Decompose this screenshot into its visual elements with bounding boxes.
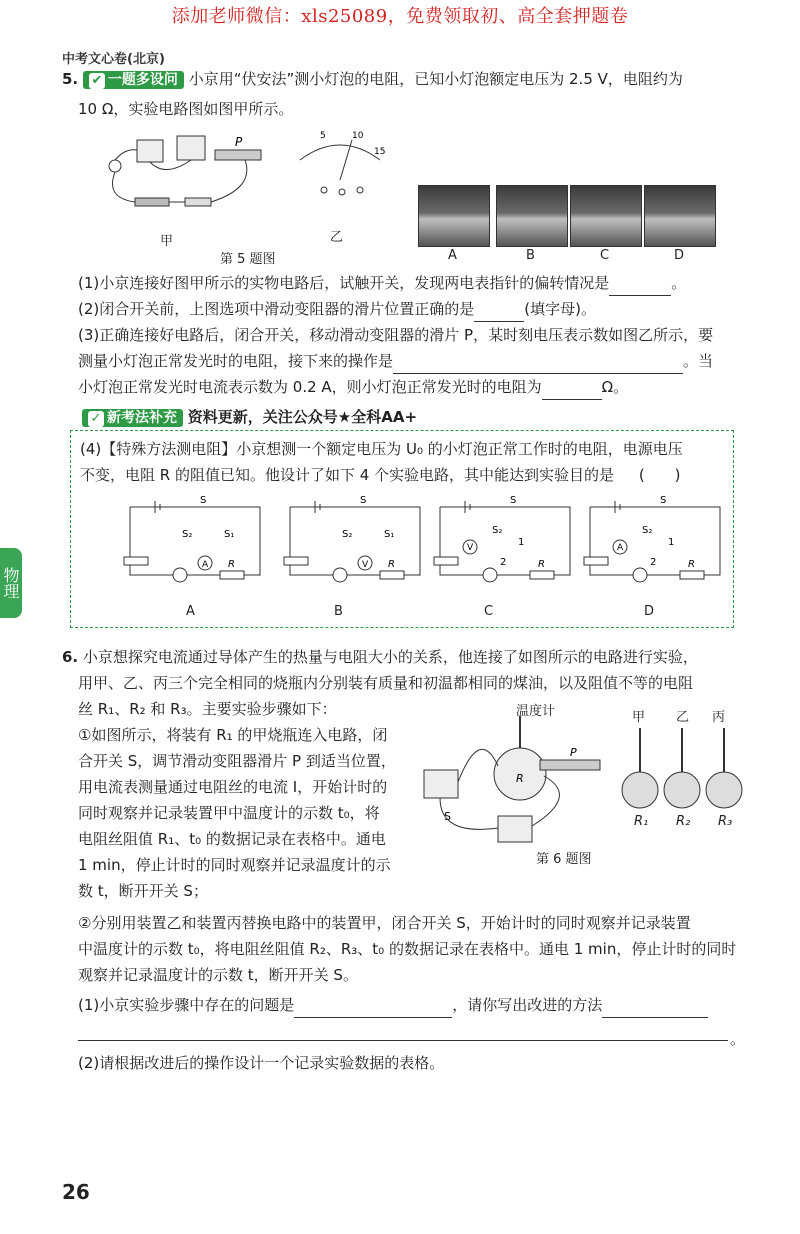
svg-text:S: S — [660, 495, 667, 506]
dial-tick: 10 — [352, 131, 364, 141]
q5-part3b-text: 测量小灯泡正常发光时的电阻，接下来的操作是 — [78, 352, 394, 370]
q5-part3c — [78, 374, 628, 400]
supp-header — [82, 404, 417, 431]
q6-part1-end: 。 — [730, 1030, 746, 1048]
thermometer-label: 温度计 — [516, 704, 556, 719]
photo-option-b — [496, 185, 568, 247]
q5-part2 — [78, 296, 596, 322]
q6-part1 — [78, 992, 708, 1018]
q5-part2-end: (填字母)。 — [524, 300, 596, 318]
q5-part4b — [80, 462, 681, 488]
q6-part2: (2)请根据改进后的操作设计一个记录实验数据的表格。 — [78, 1054, 445, 1072]
bulb-device — [109, 160, 121, 172]
svg-text:S: S — [360, 495, 367, 506]
answer-paren[interactable]: ( ) — [638, 466, 681, 484]
terminal — [339, 189, 345, 195]
q6-stem-1: 小京想探究电流通过导体产生的热量与电阻大小的关系，他连接了如图所示的电路进行实验， — [82, 648, 698, 666]
ammeter-device — [424, 770, 458, 798]
circuit-label-a: A — [186, 604, 195, 619]
q6-line1 — [62, 644, 698, 670]
q6-step1-4: 同时观察并记录装置甲中温度计的示数 t₀，将 — [78, 804, 380, 822]
svg-text:R: R — [388, 559, 395, 570]
svg-text:2: 2 — [500, 557, 507, 568]
q6-step1-2: 合开关 S，调节滑动变阻器滑片 P 到适当位置， — [78, 752, 396, 770]
photo-option-a — [418, 185, 490, 247]
answer-blank[interactable] — [602, 999, 708, 1018]
photo-label-b: B — [526, 248, 535, 263]
switch-device — [185, 198, 211, 206]
circuit-label-c: C — [484, 604, 494, 619]
flask-label-bing: 丙 — [712, 710, 726, 725]
flask-label-jia: 甲 — [632, 710, 646, 725]
q6-fig-caption: 第 6 题图 — [536, 852, 592, 867]
answer-line[interactable] — [78, 1040, 728, 1041]
q5-part3c-end: Ω。 — [601, 378, 629, 396]
voltmeter-device — [177, 136, 205, 160]
answer-blank[interactable] — [474, 303, 524, 322]
q5-stem-2: 10 Ω，实验电路图如图甲所示。 — [78, 100, 294, 118]
res-label-r3: R₃ — [718, 814, 733, 829]
q6-part1-text-b: ，请你写出改进的方法 — [452, 996, 603, 1014]
flask-jia — [622, 728, 658, 808]
flask-resistor-label: R — [516, 772, 524, 785]
svg-text:V: V — [362, 560, 369, 570]
battery-device — [135, 198, 169, 206]
circuit-label-b: B — [334, 604, 343, 619]
svg-text:S₂: S₂ — [492, 525, 503, 536]
q5-part3c-text: 小灯泡正常发光时电流表示数为 0.2 A，则小灯泡正常发光时的电阻为 — [78, 378, 542, 396]
circuit-c — [434, 495, 570, 582]
q5-number: 5. — [62, 70, 79, 88]
q5-part1-end: 。 — [671, 274, 687, 292]
q5-part3a: (3)正确连接好电路后，闭合开关，移动滑动变阻器的滑片 P，某时刻电压表示数如图乙所示，要 — [78, 326, 714, 344]
supp-note: 资料更新，关注公众号★全科AA+ — [187, 408, 418, 426]
q6-figure-flasks — [618, 728, 748, 818]
q6-step1-5: 电阻丝阻值 R₁、t₀ 的数据记录在表格中。通电 — [78, 830, 386, 848]
q5-part4a: (4)【特殊方法测电阻】小京想测一个额定电压为 U₀ 的小灯泡正常工作时的电阻，电源电压 — [80, 440, 683, 458]
shield-icon: ✓ — [88, 411, 104, 427]
photo-option-d — [644, 185, 716, 247]
book-header: 中考文心卷(北京) — [62, 52, 165, 67]
q6-stem-2: 用甲、乙、丙三个完全相同的烧瓶内分别装有质量和初温都相同的煤油，以及阻值不等的电阻 — [78, 674, 694, 692]
circuit-d — [584, 495, 720, 582]
q6-step2-2: 中温度计的示数 t₀，将电阻丝阻值 R₂、R₃、t₀ 的数据记录在表格中。通电 1 min，停止计时的同时 — [78, 940, 737, 958]
flask-bing — [706, 728, 742, 808]
q5-part3b — [78, 348, 713, 374]
q5-part3b-end: 。当 — [683, 352, 714, 370]
photo-label-a: A — [448, 248, 457, 263]
fig-yi-label: 乙 — [330, 230, 344, 245]
slider-p-label: P — [235, 135, 243, 149]
q5-fig-caption: 第 5 题图 — [220, 252, 276, 267]
q6-step2-3: 观察并记录温度计的示数 t，断开开关 S。 — [78, 966, 358, 984]
circuit-b — [284, 495, 420, 582]
check-icon: ✔ — [89, 73, 105, 89]
flask-yi — [664, 728, 700, 808]
svg-text:S: S — [510, 495, 517, 506]
svg-text:A: A — [202, 560, 209, 570]
page-number: 26 — [62, 1180, 90, 1204]
q5-stem-1: 小京用“伏安法”测小灯泡的电阻，已知小灯泡额定电压为 2.5 V，电阻约为 — [188, 70, 683, 88]
q6-step2-1: ②分别用装置乙和装置丙替换电路中的装置甲，闭合开关 S，开始计时的同时观察并记录装置 — [78, 914, 691, 932]
q6-figure-circuit — [420, 716, 610, 846]
q5-tag — [83, 71, 184, 89]
svg-text:V: V — [467, 543, 474, 553]
slider-p-label: P — [570, 746, 577, 759]
q5-part2-text: (2)闭合开关前，上图选项中滑动变阻器的滑片位置正确的是 — [78, 300, 475, 318]
dial-arc — [300, 145, 380, 160]
svg-text:S₁: S₁ — [384, 529, 395, 540]
dial-tick: 15 — [374, 147, 386, 157]
q5-line1 — [62, 66, 683, 93]
answer-blank[interactable] — [294, 999, 452, 1018]
svg-text:R: R — [688, 559, 695, 570]
terminal — [357, 187, 363, 193]
svg-text:A: A — [617, 543, 624, 553]
svg-text:1: 1 — [668, 537, 675, 548]
svg-text:R: R — [228, 559, 235, 570]
q5-figure-jia — [95, 128, 275, 228]
svg-text:S₂: S₂ — [182, 529, 193, 540]
q5-figure-yi — [290, 128, 390, 208]
dial-tick: 5 — [320, 131, 326, 141]
rheostat-device — [540, 760, 600, 770]
supp-tag — [82, 409, 183, 427]
photo-label-d: D — [674, 248, 685, 263]
q6-number: 6. — [62, 648, 79, 666]
q5-circuits — [110, 495, 730, 600]
q6-step1-3: 用电流表测量通过电阻丝的电流 I，开始计时的 — [78, 778, 388, 796]
rheostat-device — [215, 150, 261, 160]
q6-step1-1: ①如图所示，将装有 R₁ 的甲烧瓶连入电路，闭 — [78, 726, 388, 744]
q5-part1-text: (1)小京连接好图甲所示的实物电路后，试触开关，发现两电表指针的偏转情况是 — [78, 274, 610, 292]
fig-jia-label: 甲 — [160, 234, 174, 249]
terminal — [321, 187, 327, 193]
q6-step1-7: 数 t，断开开关 S； — [78, 882, 208, 900]
dial-needle — [340, 140, 352, 180]
svg-text:S₁: S₁ — [224, 529, 235, 540]
flask-label-yi: 乙 — [676, 710, 690, 725]
res-label-r2: R₂ — [676, 814, 691, 829]
ammeter-device — [137, 140, 163, 162]
svg-text:R: R — [538, 559, 545, 570]
circuit-label-d: D — [644, 604, 655, 619]
res-label-r1: R₁ — [634, 814, 649, 829]
answer-blank[interactable] — [542, 381, 602, 400]
q5-part1 — [78, 270, 686, 296]
photo-label-c: C — [600, 248, 610, 263]
battery-device — [498, 816, 532, 842]
promo-banner: 添加老师微信：xls25089，免费领取初、高全套押题卷 — [171, 6, 629, 27]
svg-text:2: 2 — [650, 557, 657, 568]
svg-text:1: 1 — [518, 537, 525, 548]
svg-text:S₂: S₂ — [342, 529, 353, 540]
answer-blank[interactable] — [393, 355, 683, 374]
answer-blank[interactable] — [609, 277, 671, 296]
circuit-a — [124, 495, 260, 582]
supp-tag-text: 新考法补充 — [107, 410, 177, 426]
svg-text:S₂: S₂ — [642, 525, 653, 536]
switch-s-label: S — [444, 810, 451, 823]
photo-option-c — [570, 185, 642, 247]
q6-stem-3: 丝 R₁、R₂ 和 R₃。主要实验步骤如下： — [78, 700, 337, 718]
q6-step1-6: 1 min，停止计时的同时观察并记录温度计的示 — [78, 856, 391, 874]
svg-text:S: S — [200, 495, 207, 506]
q6-part1-text-a: (1)小京实验步骤中存在的问题是 — [78, 996, 295, 1014]
subject-side-tab: 物理 — [0, 548, 22, 618]
q5-part4b-text: 不变，电阻 R 的阻值已知。他设计了如下 4 个实验电路，其中能达到实验目的是 — [80, 466, 615, 484]
q5-tag-text: 一题多设问 — [107, 72, 178, 88]
